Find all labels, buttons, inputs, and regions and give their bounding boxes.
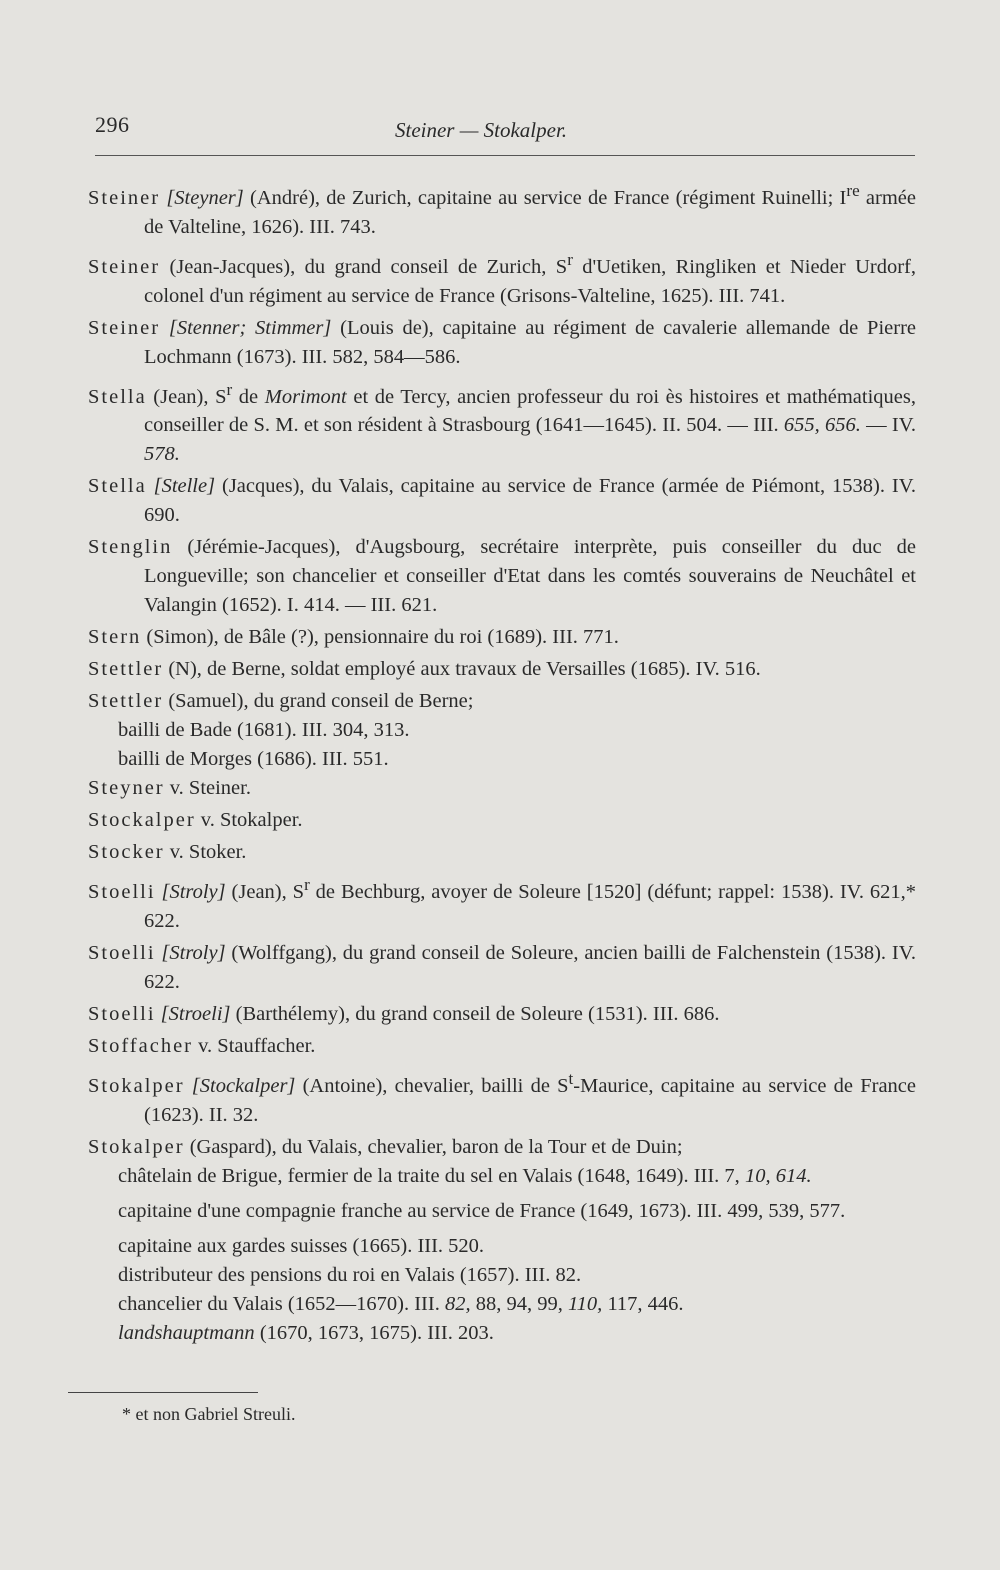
footnote: * et non Gabriel Streuli. [122, 1404, 296, 1424]
sub-entry: bailli de Morges (1686). III. 551. [118, 748, 389, 771]
entry-name: Stenglin [88, 536, 173, 559]
sub-entry: landshauptmann (1670, 1673, 1675). III. 203. [118, 1322, 494, 1345]
entry-name: Stoelli [88, 881, 156, 904]
entry-name: Stella [88, 385, 147, 408]
entry-name: Stettler [88, 690, 164, 713]
running-title: Steiner — Stokalper. [395, 118, 568, 142]
italic-text: [Stroly] [161, 942, 226, 965]
italic-text: 82, [444, 1293, 471, 1316]
entry-name: Stettler [88, 658, 164, 681]
italic-text: Morimont [264, 385, 347, 408]
index-entry: Stockalper v. Stokalper. [88, 809, 303, 832]
italic-text: [Stelle] [153, 475, 216, 498]
index-entries [88, 176, 916, 1348]
index-entry: Stenglin (Jérémie-Jacques), d'Augsbourg, secrétaire interprète, puis conseiller du duc de Longueville; son chancelier et conseiller d'Etat dans les comtés souverains de Neuchâtel et Valangin (1652). I. 414. — III. 621. [88, 536, 916, 617]
index-entry: Stokalper (Gaspard), du Valais, chevalier, baron de la Tour et de Duin; [88, 1136, 683, 1159]
sub-entry: capitaine d'une compagnie franche au service de France (1649, 1673). III. 499, 539, 577. [118, 1200, 846, 1223]
index-entry: Stettler (N), de Berne, soldat employé aux travaux de Versailles (1685). IV. 516. [88, 658, 761, 681]
italic-text: [Steyner] [166, 186, 244, 209]
index-entry: Stella (Jean), $S^r$ de Morimont et de Tercy, ancien professeur du roi ès histoires et mathématiques, conseiller de S. M. et son résident à Strasbourg (1641—1645). II. 504. — III. 655, 656. — IV. 578. [88, 379, 916, 466]
superscript: re [846, 181, 860, 200]
index-entry: Steiner [Stenner; Stimmer] (Louis de), capitaine au régiment de cavalerie allemande de Pierre Lochmann (1673). III. 582, 584—586. [88, 316, 917, 368]
entry-name: Stoelli [88, 942, 156, 965]
entry-name: Stella [88, 475, 147, 498]
italic-text: landshauptmann [118, 1322, 255, 1345]
entry-name: Steiner [88, 255, 161, 278]
entry-name: Steiner [88, 186, 161, 209]
superscript: t [568, 1069, 574, 1089]
sub-entry: bailli de Bade (1681). III. 304, 313. [118, 719, 410, 742]
superscript: r [226, 379, 233, 399]
index-entry: Steiner [Steyner] (André), de Zurich, capitaine au service de France (régiment Ruinelli; Ire armée de Valteline, 1626). III. 743. [88, 181, 916, 238]
sub-entry: chancelier du Valais (1652—1670). III. 82, 88, 94, 99, 110, 117, 446. [118, 1293, 684, 1316]
entry-name: Steiner [88, 316, 161, 339]
index-entry: Stokalper [Stockalper] (Antoine), chevalier, bailli de $S^t$-Maurice, capitaine au service de France (1623). II. 32. [88, 1069, 917, 1127]
page-number: 296 [95, 112, 130, 137]
entry-name: Stockalper [88, 809, 196, 832]
index-entry: Stettler (Samuel), du grand conseil de Berne; [88, 690, 474, 713]
italic-text: 578. [144, 443, 180, 466]
italic-text: 110, [567, 1293, 603, 1316]
entry-name: Stokalper [88, 1075, 185, 1098]
entry-name: Stokalper [88, 1136, 185, 1159]
header-rule [95, 155, 915, 156]
entry-name: Stern [88, 626, 142, 649]
sub-entry: distributeur des pensions du roi en Valais (1657). III. 82. [118, 1264, 582, 1287]
entry-name: Stoelli [88, 1003, 156, 1026]
entry-name: Stocker [88, 841, 165, 864]
index-entry: Stocker v. Stoker. [88, 841, 247, 864]
italic-text: [Stroeli] [160, 1003, 231, 1026]
index-entry: Stoffacher v. Stauffacher. [88, 1035, 316, 1058]
sub-entry: châtelain de Brigue, fermier de la traite du sel en Valais (1648, 1649). III. 7, 10, 614. [118, 1165, 812, 1188]
index-entry: Steyner v. Steiner. [88, 777, 251, 800]
sub-entry: capitaine aux gardes suisses (1665). III. 520. [118, 1235, 485, 1258]
index-entry: Stoelli [Stroeli] (Barthélemy), du grand conseil de Soleure (1531). III. 686. [88, 1003, 720, 1026]
superscript: r [567, 249, 573, 269]
italic-text: 10, 614. [744, 1165, 812, 1188]
index-entry: Stoelli [Stroly] (Jean), $S^r$ de Bechburg, avoyer de Soleure [1520] (défunt; rappel: 1538). IV. 621,* 622. [88, 875, 917, 933]
italic-text: 655, 656. [783, 414, 861, 437]
entry-name: Steyner [88, 777, 165, 800]
footnote-rule [68, 1392, 258, 1393]
page-header [95, 112, 913, 152]
italic-text: [Stroly] [161, 881, 226, 904]
superscript: r [304, 875, 310, 895]
index-entry: Steiner (Jean-Jacques), du grand conseil de Zurich, $S^r$ d'Uetiken, Ringliken et Nieder Urdorf, colonel d'un régiment au service de France (Grisons-Valteline, 1625). III. 741. [88, 249, 916, 307]
index-entry: Stella [Stelle] (Jacques), du Valais, capitaine au service de France (armée de Piémont, 1538). IV. 690. [88, 475, 917, 527]
italic-text: [Stenner; Stimmer] [168, 316, 332, 339]
index-entry: Stoelli [Stroly] (Wolffgang), du grand conseil de Soleure, ancien bailli de Falchenstein (1538). IV. 622. [88, 942, 916, 994]
index-entry: Stern (Simon), de Bâle (?), pensionnaire du roi (1689). III. 771. [88, 626, 619, 649]
italic-text: [Stockalper] [191, 1075, 296, 1098]
entry-name: Stoffacher [88, 1035, 194, 1058]
